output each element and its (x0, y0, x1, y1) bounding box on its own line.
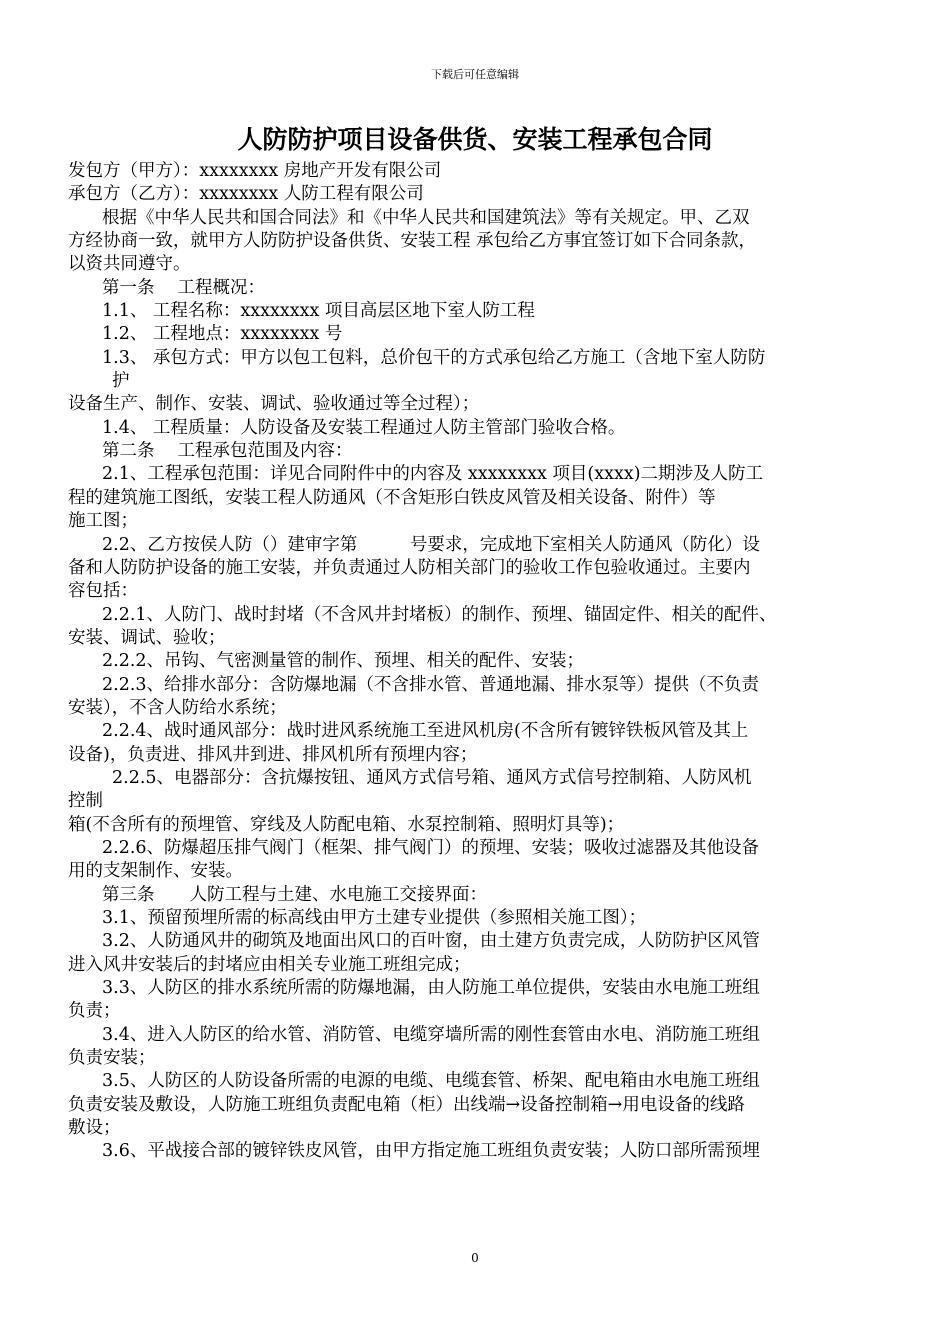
text-line: 第三条 人防工程与土建、水电施工交接界面： (102, 884, 487, 905)
text-line: 进入风井安装后的封堵应由相关专业施工班组完成； (68, 954, 471, 975)
text-line: 承包方（乙方）：xxxxxxxx 人防工程有限公司 (68, 184, 424, 205)
header-note: 下载后可任意编辑 (431, 68, 519, 81)
text-line: 3.6、平战接合部的镀锌铁皮风管，由甲方指定施工班组负责安装；人防口部所需预埋 (102, 1141, 760, 1162)
text-line: 根据《中华人民共和国合同法》和《中华人民共和国建筑法》等有关规定。甲、乙双 (102, 207, 750, 228)
text-line: 施工图； (68, 511, 138, 532)
text-line: 负责安装及敷设，人防施工班组负责配电箱（柜）出线端→设备控制箱→用电设备的线路 (68, 1094, 745, 1115)
contract-body (68, 160, 898, 1164)
text-line: 方经协商一致，就甲方人防防护设备供货、安装工程 承包给乙方事宜签订如下合同条款， (68, 231, 757, 252)
text-line: 安装），不含人防给水系统； (68, 697, 287, 718)
text-line: 2.2.2、吊钩、气密测量管的制作、预埋、相关的配件、安装； (102, 651, 585, 672)
text-line: 1.2、 工程地点：xxxxxxxx 号 (102, 324, 343, 345)
text-line: 安装、调试、验收； (68, 627, 226, 648)
text-line: 负责安装； (68, 1048, 156, 1069)
text-line: 1.3、 承包方式：甲方以包工包料，总价包干的方式承包给乙方施工（含地下室人防防 (102, 347, 766, 368)
text-line: 2.2.5、电器部分：含抗爆按钮、通风方式信号箱、通风方式信号控制箱、人防风机 (112, 767, 752, 788)
text-line: 用的支架制作、安装。 (68, 861, 243, 882)
text-line: 备和人防防护设备的施工安装，并负责通过人防相关部门的验收工作包验收通过。主要内 (68, 557, 751, 578)
text-line: 发包方（甲方）：xxxxxxxx 房地产开发有限公司 (68, 161, 442, 181)
page-number: 0 (471, 1251, 479, 1265)
text-line: 容包括： (68, 581, 138, 602)
text-line: 3.2、人防通风井的砌筑及地面出风口的百叶窗，由土建方负责完成，人防防护区风管 (102, 931, 760, 952)
text-line: 2.2.4、战时通风部分：战时进风系统施工至进风机房(不含所有镀锌铁板风管及其上 (102, 721, 749, 742)
text-line: 箱(不含所有的预埋管、穿线及人防配电箱、水泵控制箱、照明灯具等)； (68, 814, 625, 835)
text-line: 2.1、工程承包范围：详见合同附件中的内容及 xxxxxxxx 项目(xxxx)二期涉及人防工 (102, 464, 764, 485)
text-line: 2.2.6、防爆超压排气阀门（框架、排气阀门）的预埋、安装；吸收过滤器及其他设备 (102, 837, 760, 858)
text-line: 2.2、乙方按侯人防（）建审字第 号要求，完成地下室相关人防通风（防化）设 (102, 534, 760, 555)
text-line: 第二条 工程承包范围及内容： (102, 441, 353, 462)
text-line: 负责； (68, 1001, 121, 1022)
text-line: 第一条 工程概况： (102, 277, 266, 298)
document-title: 人防防护项目设备供货、安装工程承包合同 (237, 125, 713, 154)
text-line: 控制 (68, 791, 103, 812)
text-line: 2.2.1、人防门、战时封堵（不含风井封堵板）的制作、预埋、锚固定件、相关的配件、 (102, 604, 777, 625)
text-line: 护 (112, 371, 130, 392)
text-line: 程的建筑施工图纸，安装工程人防通风（不含矩形白铁皮风管及相关设备、附件）等 (68, 487, 716, 508)
text-line: 设备)，负责进、排风井到进、排风机所有预埋内容； (68, 744, 478, 765)
text-line: 设备生产、制作、安装、调试、验收通过等全过程）； (68, 394, 480, 415)
text-line: 敷设； (68, 1118, 121, 1139)
text-line: 3.4、进入人防区的给水管、消防管、电缆穿墙所需的刚性套管由水电、消防施工班组 (102, 1024, 760, 1045)
text-line: 以资共同遵守。 (68, 254, 191, 275)
text-line: 2.2.3、给排水部分：含防爆地漏（不含排水管、普通地漏、排水泵等）提供（不负责 (102, 674, 760, 695)
text-line: 3.5、人防区的人防设备所需的电源的电缆、电缆套管、桥架、配电箱由水电施工班组 (102, 1071, 760, 1092)
text-line: 3.1、预留预埋所需的标高线由甲方土建专业提供（参照相关施工图）； (102, 908, 647, 928)
text-line: 1.4、 工程质量：人防设备及安装工程通过人防主管部门验收合格。 (102, 417, 626, 438)
text-line: 3.3、人防区的排水系统所需的防爆地漏，由人防施工单位提供，安装由水电施工班组 (102, 978, 760, 999)
text-line: 1.1、 工程名称：xxxxxxxx 项目高层区地下室人防工程 (102, 301, 535, 322)
